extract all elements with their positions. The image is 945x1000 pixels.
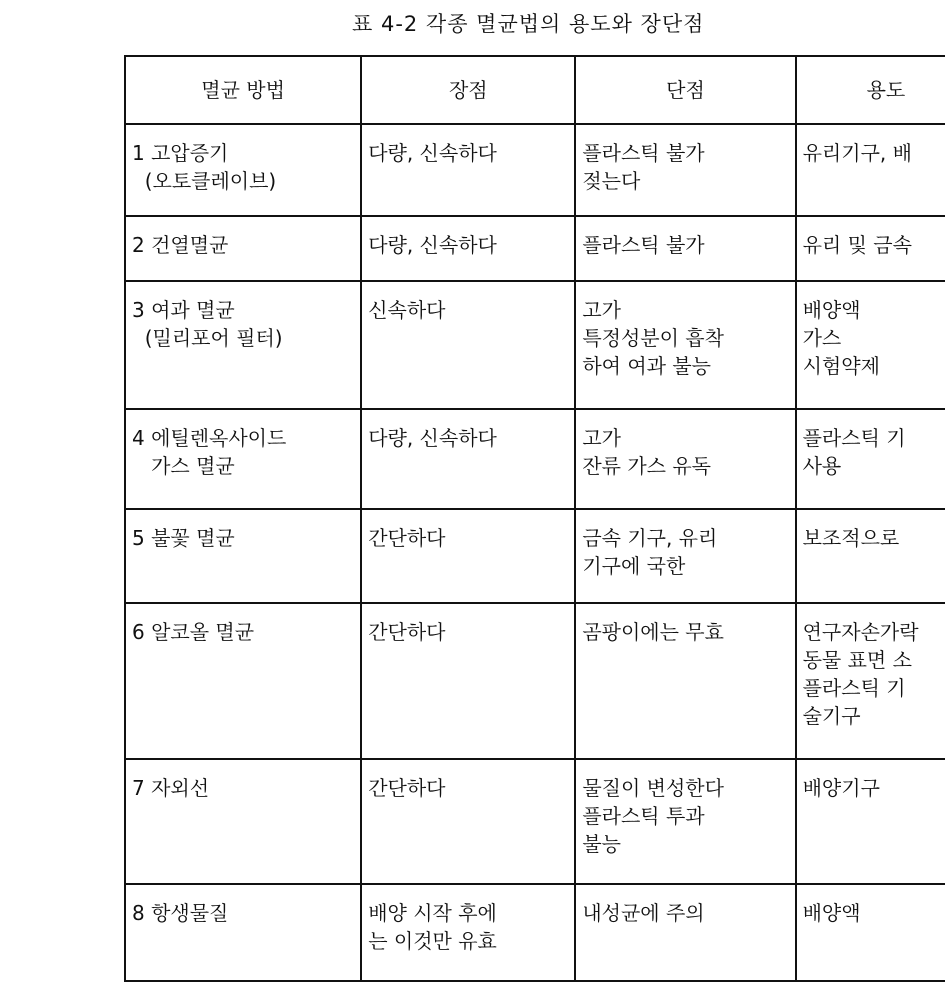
cell-pros: 다량, 신속하다 [361, 409, 575, 509]
cell-pros: 다량, 신속하다 [361, 124, 575, 216]
cell-pros: 간단하다 [361, 603, 575, 759]
cell-use: 플라스틱 기 사용 [796, 409, 945, 509]
cell-use: 보조적으로 [796, 509, 945, 603]
cell-use: 배양액 [796, 884, 945, 981]
header-use: 용도 [796, 56, 945, 124]
header-cons: 단점 [575, 56, 795, 124]
sterilization-methods-table [124, 55, 945, 982]
cell-pros: 간단하다 [361, 759, 575, 884]
header-method: 멸균 방법 [125, 56, 361, 124]
cell-use: 유리 및 금속 [796, 216, 945, 281]
cell-cons: 금속 기구, 유리 기구에 국한 [575, 509, 795, 603]
cell-method: 6 알코올 멸균 [125, 603, 361, 759]
table-caption: 표 4-2 각종 멸균법의 용도와 장단점 [352, 12, 705, 36]
cell-cons: 물질이 변성한다 플라스틱 투과 불능 [575, 759, 795, 884]
cell-pros: 다량, 신속하다 [361, 216, 575, 281]
cell-method: 7 자외선 [125, 759, 361, 884]
table-row [125, 884, 945, 981]
table-row [125, 603, 945, 759]
cell-cons: 곰팡이에는 무효 [575, 603, 795, 759]
cell-method: 2 건열멸균 [125, 216, 361, 281]
header-pros: 장점 [361, 56, 575, 124]
cell-use: 유리기구, 배 [796, 124, 945, 216]
cell-method: 4 에틸렌옥사이드 가스 멸균 [125, 409, 361, 509]
cell-cons: 플라스틱 불가 젖는다 [575, 124, 795, 216]
cell-pros: 신속하다 [361, 281, 575, 409]
cell-use: 배양기구 [796, 759, 945, 884]
cell-pros: 간단하다 [361, 509, 575, 603]
cell-cons: 고가 특정성분이 흡착 하여 여과 불능 [575, 281, 795, 409]
table-row [125, 509, 945, 603]
cell-pros: 배양 시작 후에 는 이것만 유효 [361, 884, 575, 981]
table-row [125, 759, 945, 884]
cell-cons: 플라스틱 불가 [575, 216, 795, 281]
cell-method: 3 여과 멸균 (밀리포어 필터) [125, 281, 361, 409]
cell-use: 연구자손가락 동물 표면 소 플라스틱 기 술기구 [796, 603, 945, 759]
cell-cons: 고가 잔류 가스 유독 [575, 409, 795, 509]
cell-method: 8 항생물질 [125, 884, 361, 981]
cell-method: 5 불꽃 멸균 [125, 509, 361, 603]
cell-cons: 내성균에 주의 [575, 884, 795, 981]
cell-use: 배양액 가스 시험약제 [796, 281, 945, 409]
table-row [125, 216, 945, 281]
table-row [125, 409, 945, 509]
table-row [125, 281, 945, 409]
header-row [125, 56, 945, 124]
table-row [125, 124, 945, 216]
cell-method: 1 고압증기 (오토클레이브) [125, 124, 361, 216]
